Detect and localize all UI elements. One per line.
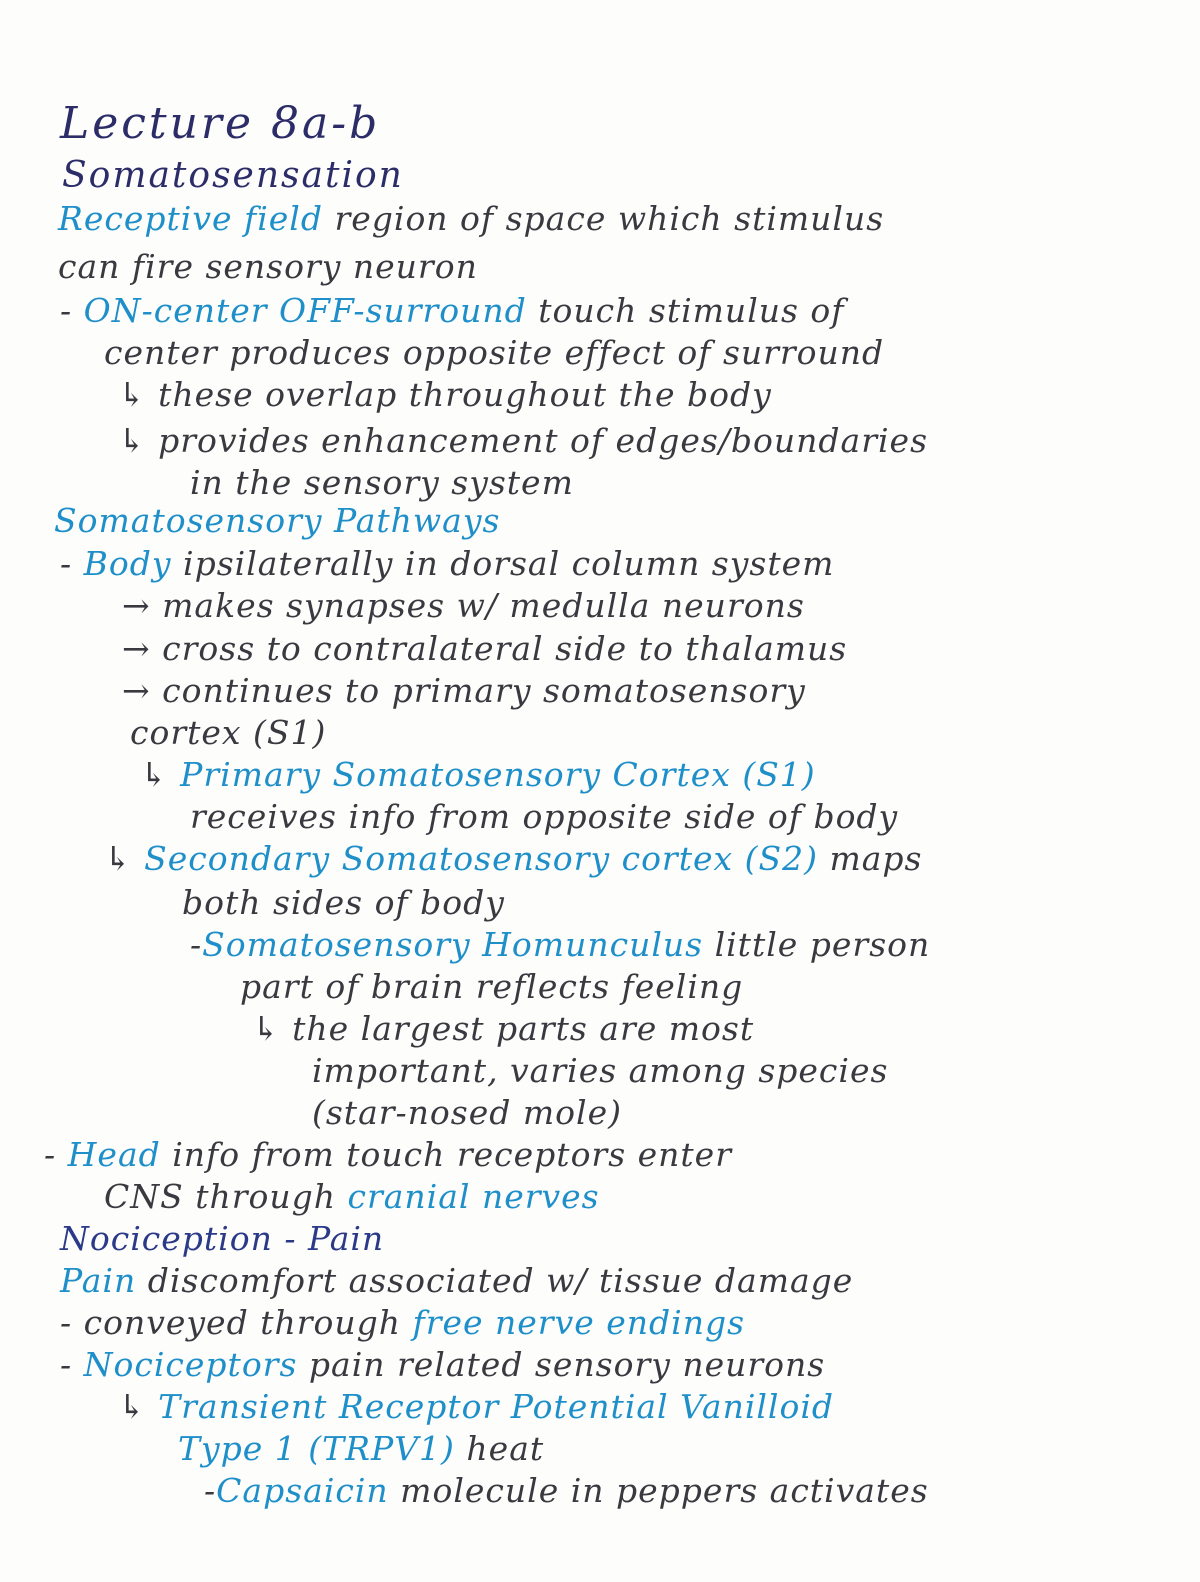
arrow-icon: ↳ [252,1009,293,1048]
term: ON-center OFF-surround [83,291,527,330]
note-line: part of brain reflects feeling [240,967,744,1006]
arrow-icon: ↳ [118,421,159,460]
term: Primary Somatosensory Cortex (S1) [180,755,816,794]
term: Pain [60,1261,137,1300]
section-heading: Nociception - Pain [60,1219,385,1258]
arrow-icon: → [122,629,163,668]
note-line: → makes synapses w/ medulla neurons [122,586,805,625]
note-line: CNS through cranial nerves [104,1177,600,1216]
note-line: - ON-center OFF-surround touch stimulus of [60,291,845,330]
note-line: Pain discomfort associated w/ tissue damage [60,1261,854,1300]
note-line: → continues to primary somatosensory [122,671,806,710]
lecture-title: Lecture 8a-b [60,98,381,149]
note-line: both sides of body [182,883,505,922]
arrow-icon: ↳ [104,839,145,878]
term: cranial nerves [347,1177,600,1216]
note-line: receives info from opposite side of body [190,797,899,836]
topic-heading: Somatosensation [62,155,404,196]
arrow-icon: ↳ [118,1387,159,1426]
note-line: (star-nosed mole) [312,1093,622,1132]
note-line: center produces opposite effect of surround [104,333,885,372]
note-line: ↳ the largest parts are most [252,1009,755,1048]
note-line: in the sensory system [190,463,574,502]
note-line: - Head info from touch receptors enter [44,1135,732,1174]
term: Head [67,1135,161,1174]
note-line: - conveyed through free nerve endings [60,1303,746,1342]
note-line: important, varies among species [312,1051,889,1090]
term: Nociceptors [83,1345,298,1384]
note-line: Receptive field region of space which stimulus [58,199,885,238]
arrow-icon: ↳ [118,375,159,414]
term: Type 1 (TRPV1) [178,1429,455,1468]
term: Body [83,544,172,583]
term: Secondary Somatosensory cortex (S2) [144,839,818,878]
note-line [140,754,816,796]
term: Somatosensory Homunculus [202,925,704,964]
note-line: ↳ provides enhancement of edges/boundaries [118,421,929,460]
arrow-icon: → [122,586,163,625]
note-line: -Capsaicin molecule in peppers activates [204,1471,929,1510]
note-line: cortex (S1) [130,713,327,752]
term: free nerve endings [412,1303,746,1342]
note-line: - Nociceptors pain related sensory neurons [60,1345,826,1384]
arrow-icon: ↳ [140,755,181,794]
note-line: ↳ Secondary Somatosensory cortex (S2) maps [104,839,923,878]
note-line: can fire sensory neuron [58,247,478,286]
note-line: - Body ipsilaterally in dorsal column system [60,544,835,583]
section-heading: Somatosensory Pathways [54,501,501,540]
term: Transient Receptor Potential Vanilloid [158,1387,835,1426]
term: Capsaicin [216,1471,389,1510]
note-line: ↳ these overlap throughout the body [118,375,772,414]
note-line: -Somatosensory Homunculus little person [190,925,931,964]
note-line [118,1386,834,1428]
arrow-icon: → [122,671,163,710]
note-line: Type 1 (TRPV1) heat [178,1429,545,1468]
term: Receptive field [58,199,323,238]
note-line: → cross to contralateral side to thalamus [122,629,848,668]
